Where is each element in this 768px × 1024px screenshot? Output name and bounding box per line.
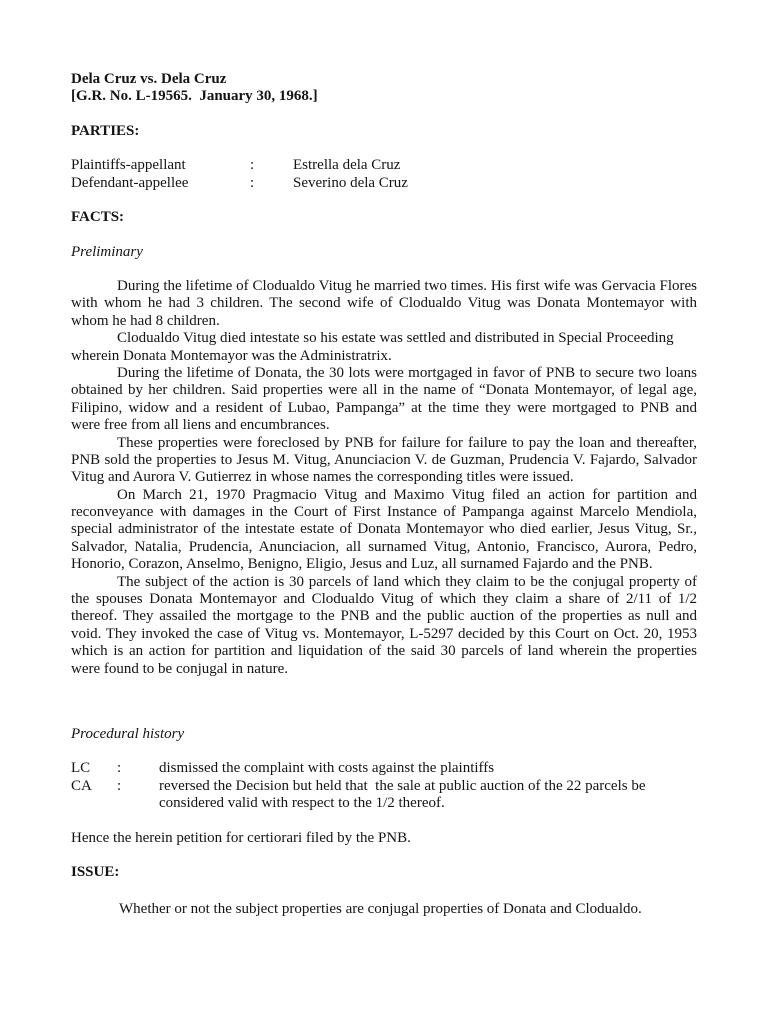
court-label: CA <box>71 777 92 794</box>
party-role: Plaintiffs-appellant <box>71 157 186 173</box>
court-separator: : <box>117 760 122 776</box>
party-name: Estrella dela Cruz <box>293 157 401 173</box>
paragraph-line: These properties were foreclosed by PNB for failure for failure to pay the loan and thereafter, <box>117 434 697 451</box>
facts-heading: FACTS: <box>71 209 125 225</box>
paragraph-line: thereof. They assailed the mortgage to the PNB and the public auction of the properties as null and <box>71 608 697 625</box>
case-header <box>71 71 697 106</box>
procedural-history-list <box>71 760 697 813</box>
parties-heading: PARTIES: <box>71 123 140 139</box>
court-separator: : <box>117 777 122 794</box>
facts-paragraph <box>71 365 697 435</box>
paragraph-line: Salvador, Natalia, Prudencia, Anunciacion, all surnamed Vitug, Antonio, Francisco, Aurora, Pedro, <box>71 538 697 555</box>
paragraph-line: Vitug and Aurora V. Gutierrez in whose names the corresponding titles were issued. <box>71 469 574 486</box>
ruling-line: reversed the Decision but held that the sale at public auction of the 22 parcels be <box>159 777 646 794</box>
party-role: Defendant-appellee <box>71 174 189 191</box>
issue-text: Whether or not the subject properties are conjugal properties of Donata and Clodualdo. <box>119 901 642 917</box>
paragraph-line: whom he had 8 children. <box>71 312 220 329</box>
paragraph-line: During the lifetime of Donata, the 30 lots were mortgaged in favor of PNB to secure two loans <box>117 364 697 381</box>
paragraph-line: the spouses Donata Montemayor and Clodualdo Vitug of which they claim a share of 2/11 of 1/2 <box>71 591 697 608</box>
procedural-history-heading: Procedural history <box>71 726 185 742</box>
ruling-line: dismissed the complaint with costs against the plaintiffs <box>159 760 495 776</box>
party-separator: : <box>250 174 255 191</box>
court-label: LC <box>71 760 91 776</box>
party-row-plaintiff <box>71 157 697 175</box>
facts-body <box>71 278 697 678</box>
facts-subheading: Preliminary <box>71 244 143 260</box>
facts-paragraph <box>71 435 697 487</box>
case-title: Dela Cruz vs. Dela Cruz <box>71 71 227 87</box>
paragraph-line: with whom he had 3 children. The second wife of Clodualdo Vitug was Donata Montemayor with <box>71 295 697 312</box>
parties-table <box>71 157 697 193</box>
party-name: Severino dela Cruz <box>293 174 408 191</box>
paragraph-line: special administrator of the intestate estate of Donata Montemayor who died earlier, Jesus Vitug, Sr., <box>71 521 697 538</box>
paragraph-line: Clodualdo Vitug died intestate so his estate was settled and distributed in Special Proceeding <box>117 330 674 347</box>
procedural-entry-ca <box>71 778 697 813</box>
party-separator: : <box>250 157 255 173</box>
paragraph-line: Filipino, widow and a resident of Lubao, Pampanga” at the time they were mortgaged to PNB and <box>71 399 697 416</box>
paragraph-line: which is an action for partition and liquidation of the said 30 parcels of land wherein the properties <box>71 643 697 660</box>
facts-paragraph <box>71 330 697 365</box>
party-row-defendant <box>71 175 697 193</box>
paragraph-line: wherein Donata Montemayor was the Administratrix. <box>71 347 392 364</box>
procedural-conclusion: Hence the herein petition for certiorari filed by the PNB. <box>71 830 411 846</box>
paragraph-line: were found to be conjugal in nature. <box>71 660 289 677</box>
paragraph-line: During the lifetime of Clodualdo Vitug he married two times. His first wife was Gervacia Flores <box>117 278 697 294</box>
paragraph-line: On March 21, 1970 Pragmacio Vitug and Maximo Vitug filed an action for partition and <box>117 486 697 503</box>
court-ruling <box>159 760 697 777</box>
paragraph-line: obtained by her children. Said properties were all in the name of “Donata Montemayor, of legal age, <box>71 382 697 399</box>
court-ruling <box>159 778 697 813</box>
paragraph-line: Honorio, Corazon, Anselmo, Benigno, Eligio, Jesus and Luz, all surnamed Fajardo and the PNB. <box>71 556 653 573</box>
facts-paragraph <box>71 574 697 678</box>
issue-heading: ISSUE: <box>71 864 120 880</box>
paragraph-line: The subject of the action is 30 parcels of land which they claim to be the conjugal property of <box>117 573 697 590</box>
facts-paragraph <box>71 278 697 330</box>
case-citation: [G.R. No. L-19565. January 30, 1968.] <box>71 88 318 105</box>
facts-paragraph <box>71 487 697 574</box>
paragraph-line: were free from all liens and encumbrances. <box>71 417 330 434</box>
paragraph-line: PNB sold the properties to Jesus M. Vitug, Anunciacion V. de Guzman, Prudencia V. Fajardo, Salvador <box>71 451 697 468</box>
paragraph-line: void. They invoked the case of Vitug vs. Montemayor, L-5297 decided by this Court on Oct. 20, 1953 <box>71 625 697 642</box>
procedural-entry-lc <box>71 760 697 777</box>
paragraph-line: reconveyance with damages in the Court of First Instance of Pampanga against Marcelo Mendiola, <box>71 504 697 521</box>
ruling-line: considered valid with respect to the 1/2 thereof. <box>159 795 445 812</box>
